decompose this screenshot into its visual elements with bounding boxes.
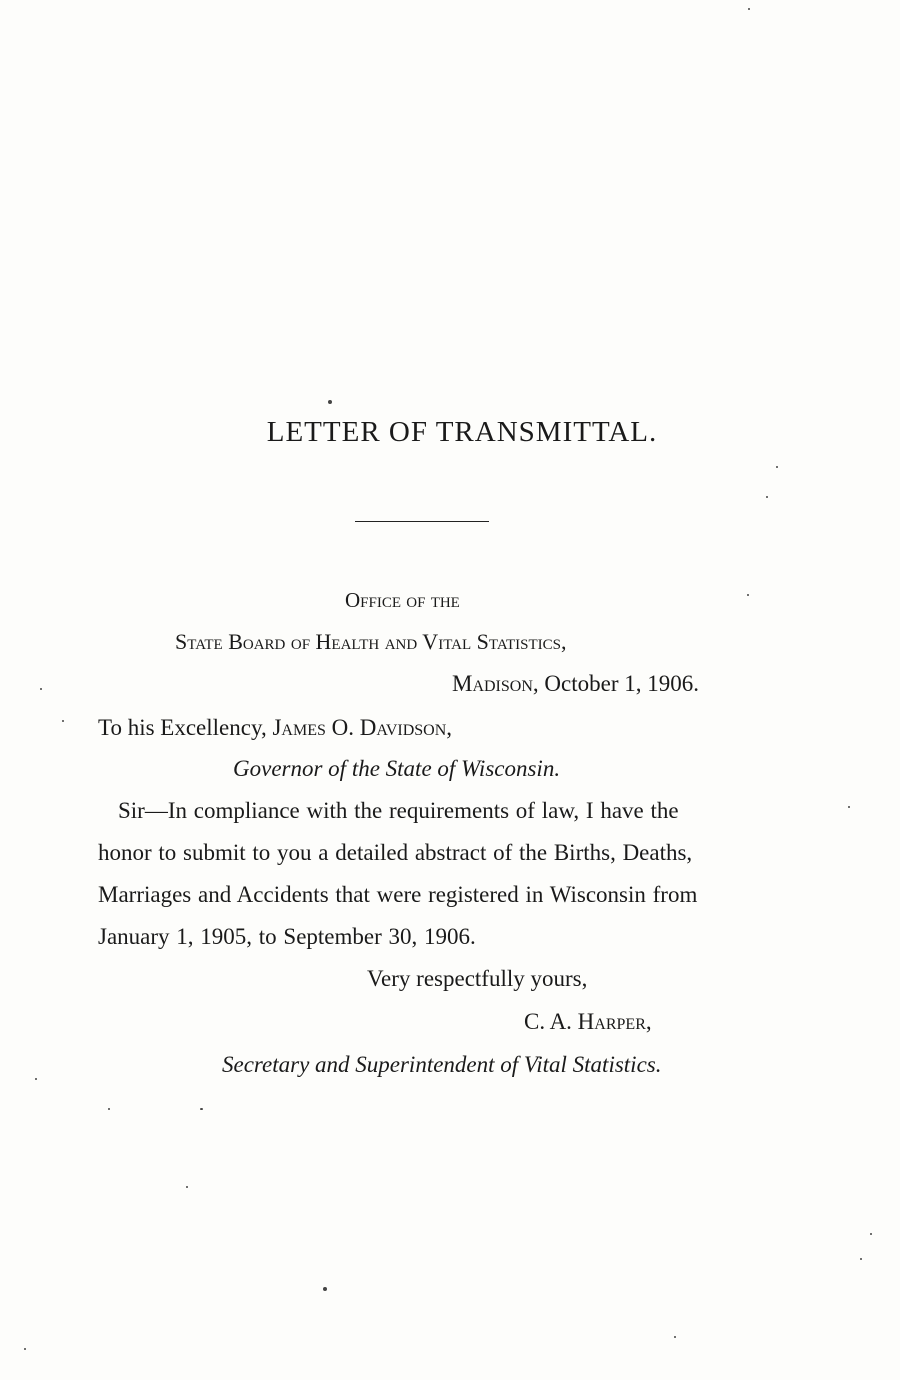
dateline-date: October 1, 1906. (538, 671, 699, 696)
addressee-line (98, 714, 452, 742)
office-line: Office of the (345, 588, 460, 612)
body-line-3: Marriages and Accidents that were registered in Wisconsin from (98, 882, 698, 907)
scan-speck (323, 1287, 327, 1291)
signer-title: Secretary and Superintendent of Vital Statistics. (222, 1052, 662, 1077)
scan-speck (748, 8, 750, 10)
scan-speck (747, 594, 749, 596)
page-title: LETTER OF TRANSMITTAL. (266, 416, 658, 448)
board-line: State Board of Health and Vital Statistics, (175, 629, 567, 654)
scan-speck (40, 688, 42, 690)
scan-speck (860, 1258, 862, 1260)
scan-speck (24, 1348, 26, 1350)
scan-speck (200, 1108, 203, 1110)
body-line-1: Sir—In compliance with the requirements of law, I have the (118, 798, 679, 823)
scan-speck (870, 1233, 872, 1235)
valediction: Very respectfully yours, (367, 966, 588, 991)
scan-speck (108, 1108, 110, 1110)
body-line-2: honor to submit to you a detailed abstract of the Births, Deaths, (98, 840, 693, 865)
scan-speck (848, 806, 850, 808)
scan-speck (186, 1186, 188, 1188)
scan-speck (766, 496, 768, 498)
dateline-place: Madison, (452, 671, 539, 696)
addressee-name: James O. Davidson, (272, 715, 453, 740)
scan-speck (776, 466, 778, 468)
dateline (452, 670, 699, 698)
title-divider (355, 521, 489, 522)
scan-speck (62, 720, 64, 722)
addressee-position: Governor of the State of Wisconsin. (233, 756, 561, 781)
scan-speck (328, 400, 332, 404)
addressee-prefix: To his Excellency, (98, 715, 273, 740)
body-line-4: January 1, 1905, to September 30, 1906. (98, 924, 476, 949)
signature: C. A. Harper, (524, 1009, 652, 1034)
scan-speck (674, 1336, 676, 1338)
scan-speck (35, 1078, 37, 1080)
